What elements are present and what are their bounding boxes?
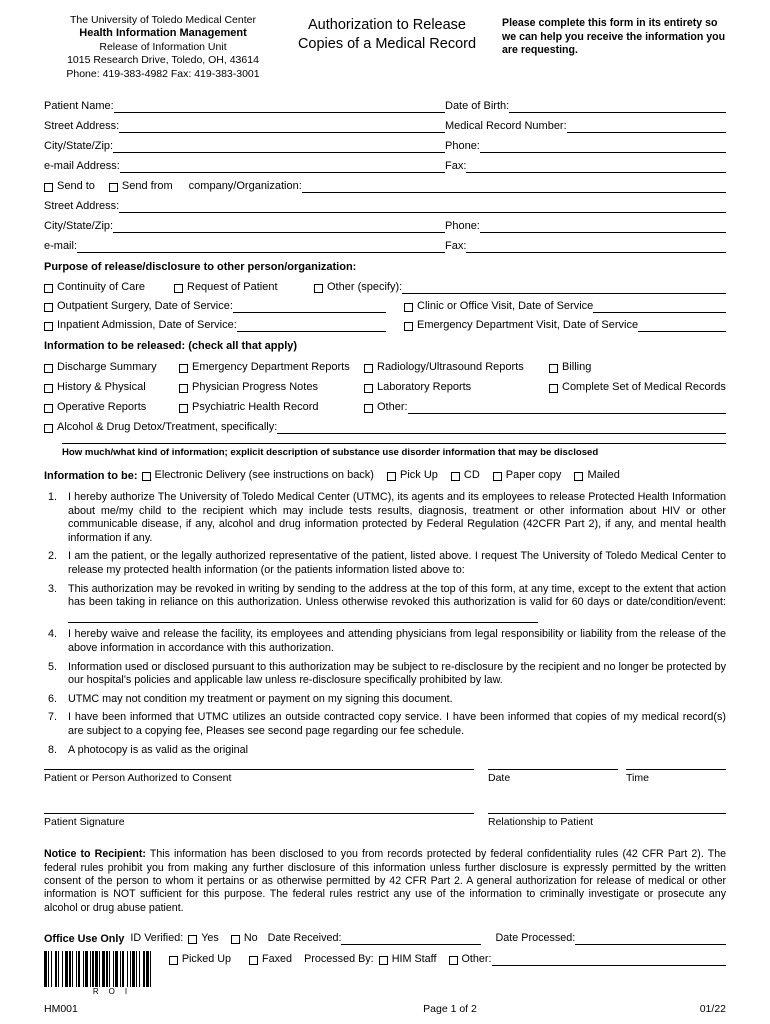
patient-signature-line[interactable] [44, 813, 474, 828]
term-text: Information used or disclosed pursuant to this authorization may be subject to re-disclosure by the recipient and no longer be protected by our hospital's policies and applicable law unless re-disclosure specifically prohibited by law. [68, 660, 726, 687]
recipient-city-label: City/State/Zip: [44, 220, 114, 233]
checkbox-discharge-summary[interactable] [44, 361, 179, 374]
date-condition-event-input[interactable] [68, 612, 538, 623]
term-text: This authorization may be revoked in writing by sending to the address at the top of this form, at any time, except to the extent that action has been taking in reliance on this authorization. Unless otherwise revoked this authorization is valid for 60 days or [68, 582, 726, 609]
checkbox-icon[interactable] [574, 472, 583, 481]
org-name: The University of Toledo Medical Center [70, 14, 256, 26]
physician-progress-notes-label: Physician Progress Notes [192, 381, 318, 394]
checkbox-icon[interactable] [314, 284, 323, 293]
no-label: No [243, 932, 258, 945]
checkbox-send-to[interactable] [44, 180, 95, 193]
electronic-delivery-label: Electronic Delivery (see instructions on back) [154, 469, 374, 482]
signature-row-patient [44, 813, 726, 828]
checkbox-continuity-of-care[interactable] [44, 281, 174, 294]
send-to-label: Send to [57, 180, 95, 193]
checkbox-id-verified-yes[interactable] [188, 932, 219, 945]
recipient-city-input[interactable] [113, 220, 445, 233]
radiology-ultrasound-reports-label: Radiology/Ultrasound Reports [377, 361, 524, 374]
date-processed-input[interactable] [575, 932, 726, 945]
other-information-input[interactable] [408, 401, 726, 414]
checkbox-icon[interactable] [179, 364, 188, 373]
him-staff-label: HIM Staff [391, 953, 437, 966]
row-city-phone [44, 133, 726, 153]
patient-fax-input[interactable] [466, 160, 726, 173]
term-item [44, 491, 726, 545]
info-released-row-3 [44, 394, 726, 414]
checkbox-cd[interactable] [451, 469, 480, 482]
picked-up-label: Picked Up [181, 953, 232, 966]
form-header [44, 0, 726, 81]
history-physical-label: History & Physical [57, 381, 146, 394]
term-number: 5. [48, 660, 58, 673]
patient-email-input[interactable] [120, 160, 445, 173]
term-text: I am the patient, or the legally authorized representative of the patient, listed above. I request The University of Toledo Medical Center to release my protected health information (or the patients information listed above to: [68, 550, 726, 576]
continuity-of-care-label: Continuity of Care [57, 281, 146, 294]
checkbox-inpatient-admission[interactable] [44, 319, 237, 332]
checkbox-operative-reports[interactable] [44, 401, 179, 414]
operative-reports-label: Operative Reports [57, 401, 147, 414]
org-unit: Release of Information Unit [99, 40, 227, 53]
term-text: I have been informed that UTMC utilizes an outside contracted copy service. I have been informed that copies of my medical record(s) are subject to a copying fee, Pleases see second page regarding our fee schedule. [68, 711, 726, 737]
checkbox-icon[interactable] [249, 956, 258, 965]
checkbox-electronic-delivery[interactable] [142, 469, 374, 482]
other-purpose-input[interactable] [402, 281, 726, 294]
checkbox-info-faxed[interactable] [249, 953, 292, 966]
term-item [44, 661, 726, 688]
info-released-row-2 [44, 374, 726, 394]
time-signature-line[interactable] [626, 769, 726, 784]
emergency-department-visit-label: Emergency Department Visit, Date of Service [417, 319, 639, 332]
clinic-office-visit-label: Clinic or Office Visit, Date of Service [417, 300, 594, 313]
office-use-row-1 [44, 924, 726, 945]
patient-phone-label: Phone: [445, 140, 480, 153]
date-received-input[interactable] [341, 932, 481, 945]
recipient-email-input[interactable] [77, 240, 445, 253]
checkbox-icon[interactable] [44, 404, 53, 413]
time-label: Time [626, 772, 649, 785]
checkbox-icon[interactable] [493, 472, 502, 481]
row-recipient-email-fax [44, 233, 726, 253]
paper-copy-label: Paper copy [505, 469, 562, 482]
checkbox-request-of-patient[interactable] [174, 281, 314, 294]
spacer [474, 813, 488, 828]
checkbox-icon[interactable] [364, 404, 373, 413]
term-text-wrapper [68, 583, 726, 624]
org-contact: Phone: 419-383-4982 Fax: 419-383-3001 [66, 67, 260, 80]
org-department: Health Information Management [79, 27, 247, 40]
recipient-fax-input[interactable] [466, 240, 726, 253]
relationship-line[interactable] [488, 813, 726, 828]
recipient-fax-label: Fax: [445, 240, 467, 253]
inpatient-admission-date-input[interactable] [237, 319, 386, 332]
page-title [282, 14, 492, 54]
checkbox-icon[interactable] [44, 183, 53, 192]
signature-section [44, 769, 726, 828]
other-label: Other: [461, 953, 492, 966]
page-title-line2: Copies of a Medical Record [297, 36, 477, 52]
checkbox-icon[interactable] [44, 284, 53, 293]
purpose-title: Purpose of release/disclosure to other person/organization: [44, 261, 357, 274]
instructions-note: Please complete this form in its entirety so we can help you receive the information you are requesting. [502, 17, 726, 57]
page-number: Page 1 of 2 [423, 1003, 477, 1015]
substance-disclosure-note [44, 443, 726, 459]
date-received-label: Date Received: [267, 932, 342, 945]
signature-row-consent [44, 769, 726, 784]
notice-text: This information has been disclosed to you from records protected by federal confidentiality rules (42 CFR Part 2). The federal rules prohibit you from making any further disclosure of this information unless further disclosure is expressly permitted by the written consent of the person to whom it pertains or as otherwise permitted by 42 CFR Part 2. A general authorization for release of medical or other information is NOT sufficient for this purpose. The federal rules restrict any use of the information to criminally investigate or prosecute any alcohol or drug abuse patient. [44, 848, 726, 914]
spacer [474, 769, 488, 784]
patient-information-section [44, 93, 726, 253]
checkbox-billing[interactable] [549, 361, 726, 374]
checkbox-alcohol-drug-detox[interactable] [44, 421, 277, 434]
date-signature-line[interactable] [488, 769, 618, 784]
term-text: I hereby authorize The University of Toledo Medical Center (UTMC), its agents and its employees to release Protected Health Information about me/my child to the recipient which may include tests results, diagnosis, treatment or other information about HIV or other communicable disease, if any, alcohol and drug information protected by Federal Regulation (42CFR Part 2), if any, and mental health information if any. [68, 491, 726, 544]
other-information-label: Other: [377, 401, 408, 414]
information-released-title: Information to be released: (check all that apply) [44, 340, 298, 353]
term-trailing-label: date/condition/event: [626, 596, 726, 609]
checkbox-processed-other[interactable] [449, 953, 492, 966]
faxed-label: Faxed [262, 953, 293, 966]
row-recipient-city-phone [44, 213, 726, 233]
checkbox-physician-progress-notes[interactable] [179, 381, 364, 394]
page-footer [44, 1003, 726, 1015]
checkbox-emergency-department-reports[interactable] [179, 361, 364, 374]
checkbox-history-physical[interactable] [44, 381, 179, 394]
organization-block [44, 14, 282, 81]
checkbox-radiology-ultrasound-reports[interactable] [364, 361, 549, 374]
checkbox-laboratory-reports[interactable] [364, 381, 549, 394]
checkbox-other-purpose[interactable] [314, 281, 402, 294]
recipient-phone-input[interactable] [480, 220, 726, 233]
patient-street-label: Street Address: [44, 120, 120, 133]
company-organization-input[interactable] [302, 180, 726, 193]
checkbox-icon[interactable] [449, 956, 458, 965]
patient-consent-label: Patient or Person Authorized to Consent [44, 772, 232, 785]
row-send-to-from [44, 173, 726, 193]
term-item [44, 693, 726, 707]
alcohol-drug-detox-input[interactable] [277, 421, 726, 434]
checkbox-icon[interactable] [364, 384, 373, 393]
alcohol-drug-detox-label: Alcohol & Drug Detox/Treatment, specifically: [57, 421, 278, 434]
checkbox-emergency-department-visit[interactable] [404, 319, 638, 332]
checkbox-pick-up[interactable] [387, 469, 438, 482]
barcode-label: ROI [92, 987, 138, 996]
spacer [618, 769, 626, 784]
checkbox-icon[interactable] [44, 364, 53, 373]
patient-signature-label: Patient Signature [44, 816, 125, 829]
request-of-patient-label: Request of Patient [187, 281, 278, 294]
yes-label: Yes [201, 932, 219, 945]
processed-by-label: Processed By: [304, 953, 374, 966]
checkbox-outpatient-surgery[interactable] [44, 300, 233, 313]
recipient-street-label: Street Address: [44, 200, 120, 213]
checkbox-send-from[interactable] [109, 180, 173, 193]
patient-city-input[interactable] [113, 140, 445, 153]
checkbox-icon[interactable] [179, 404, 188, 413]
term-number: 7. [48, 711, 58, 724]
laboratory-reports-label: Laboratory Reports [377, 381, 472, 394]
checkbox-icon[interactable] [44, 424, 53, 433]
other-purpose-label: Other (specify): [327, 281, 403, 294]
row-street-mrn [44, 113, 726, 133]
checkbox-id-verified-no[interactable] [231, 932, 258, 945]
term-number: 3. [48, 582, 58, 595]
date-processed-label: Date Processed: [495, 932, 576, 945]
checkbox-other-information[interactable] [364, 401, 408, 414]
pick-up-label: Pick Up [399, 469, 438, 482]
patient-city-label: City/State/Zip: [44, 140, 114, 153]
form-id: HM001 [44, 1003, 78, 1015]
row-email-fax [44, 153, 726, 173]
checkbox-icon[interactable] [379, 956, 388, 965]
patient-name-label: Patient Name: [44, 100, 114, 113]
term-number: 8. [48, 743, 58, 756]
term-text: I hereby waive and release the facility, its employees and attending physicians from legal responsibility or liability from the release of the above information in accordance with this authorization. [68, 628, 726, 654]
checkbox-icon[interactable] [404, 303, 413, 312]
term-item [44, 711, 726, 738]
purpose-row-2 [44, 294, 726, 313]
spacer [44, 784, 726, 813]
purpose-row-1 [44, 275, 726, 294]
org-address: 1015 Research Drive, Toledo, OH, 43614 [67, 54, 259, 67]
term-number: 4. [48, 628, 58, 641]
checkbox-him-staff[interactable] [379, 953, 437, 966]
date-of-birth-label: Date of Birth: [445, 100, 510, 113]
emergency-department-visit-date-input[interactable] [638, 319, 726, 332]
date-of-birth-input[interactable] [509, 100, 726, 113]
checkbox-icon[interactable] [188, 935, 197, 944]
checkbox-icon[interactable] [387, 472, 396, 481]
term-number: 6. [48, 692, 58, 705]
checkbox-complete-set-medical-records[interactable] [549, 381, 726, 394]
checkbox-icon[interactable] [109, 183, 118, 192]
info-released-row-1 [44, 354, 726, 374]
delivery-label: Information to be: [44, 470, 138, 483]
checkbox-icon[interactable] [142, 472, 151, 481]
info-released-row-4 [44, 414, 726, 434]
patient-street-input[interactable] [119, 120, 445, 133]
row-patient-name-dob [44, 93, 726, 113]
row-recipient-street [44, 193, 726, 213]
checkbox-icon[interactable] [44, 322, 53, 331]
outpatient-surgery-date-input[interactable] [233, 300, 386, 313]
term-number: 1. [48, 491, 58, 504]
inpatient-admission-label: Inpatient Admission, Date of Service: [57, 319, 237, 332]
date-label: Date [488, 772, 511, 785]
outpatient-surgery-label: Outpatient Surgery, Date of Service: [57, 300, 233, 313]
office-use-title: Office Use Only [44, 933, 125, 946]
mrn-input[interactable] [567, 120, 726, 133]
checkbox-paper-copy[interactable] [493, 469, 562, 482]
company-organization-label: company/Organization: [188, 180, 302, 193]
terms-list [44, 491, 726, 757]
emergency-department-reports-label: Emergency Department Reports [192, 361, 350, 374]
psychiatric-health-record-label: Psychiatric Health Record [192, 401, 319, 414]
checkbox-info-picked-up[interactable] [169, 953, 231, 966]
patient-consent-line[interactable] [44, 769, 474, 784]
patient-fax-label: Fax: [445, 160, 467, 173]
term-text: UTMC may not condition my treatment or payment on my signing this document. [68, 692, 453, 705]
patient-email-label: e-mail Address: [44, 160, 120, 173]
checkbox-icon[interactable] [44, 384, 53, 393]
information-released-section [44, 339, 726, 459]
recipient-email-label: e-mail: [44, 240, 78, 253]
clinic-office-visit-date-input[interactable] [593, 300, 726, 313]
checkbox-clinic-office-visit[interactable] [404, 300, 593, 313]
term-item [44, 744, 726, 758]
checkbox-icon[interactable] [549, 384, 558, 393]
term-item [44, 550, 726, 577]
delivery-method-row [44, 469, 726, 482]
recipient-street-input[interactable] [119, 200, 726, 213]
billing-label: Billing [562, 361, 592, 374]
term-item [44, 583, 726, 624]
checkbox-icon[interactable] [404, 322, 413, 331]
complete-set-medical-records-label: Complete Set of Medical Records [562, 381, 726, 394]
checkbox-icon[interactable] [549, 364, 558, 373]
recipient-phone-label: Phone: [445, 220, 480, 233]
checkbox-icon[interactable] [174, 284, 183, 293]
checkbox-icon[interactable] [231, 935, 240, 944]
checkbox-icon[interactable] [44, 303, 53, 312]
term-item [44, 628, 726, 655]
checkbox-icon[interactable] [364, 364, 373, 373]
notice-to-recipient [44, 848, 726, 915]
barcode-image [44, 951, 172, 987]
checkbox-psychiatric-health-record[interactable] [179, 401, 364, 414]
barcode-block [44, 951, 172, 996]
checkbox-icon[interactable] [179, 384, 188, 393]
relationship-label: Relationship to Patient [488, 816, 594, 829]
checkbox-mailed[interactable] [574, 469, 619, 482]
purpose-row-3 [44, 313, 726, 332]
checkbox-icon[interactable] [451, 472, 460, 481]
substance-disclosure-text: How much/what kind of information; explicit description of substance use disorder information that may be disclosed [62, 447, 599, 459]
term-number: 2. [48, 550, 58, 563]
page-title-line1: Authorization to Release [308, 17, 466, 33]
mrn-label: Medical Record Number: [445, 120, 567, 133]
notice-label: Notice to Recipient: [44, 848, 146, 861]
term-text: A photocopy is as valid as the original [68, 743, 249, 756]
purpose-section [44, 260, 726, 332]
discharge-summary-label: Discharge Summary [57, 361, 157, 374]
patient-name-input[interactable] [114, 100, 445, 113]
revision-date: 01/22 [699, 1003, 726, 1015]
processed-other-input[interactable] [492, 953, 726, 966]
send-from-label: Send from [121, 180, 173, 193]
patient-phone-input[interactable] [480, 140, 726, 153]
cd-label: CD [463, 469, 480, 482]
mailed-label: Mailed [587, 469, 620, 482]
id-verified-label: ID Verified: [130, 932, 184, 945]
